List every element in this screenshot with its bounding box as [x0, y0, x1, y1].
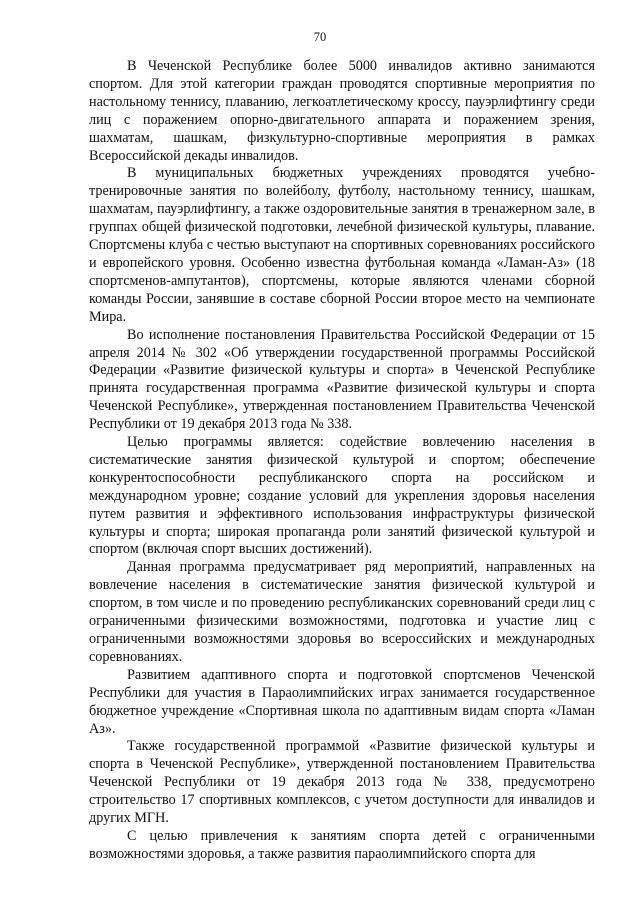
- paragraph: В Чеченской Республике более 5000 инвалидов активно занимаются спортом. Для этой категории граждан проводятся спортивные мероприятия по настольному теннису, плаванию, легкоатлетическому кроссу, пауэрлифтингу среди лиц с поражением опорно-двигательного аппарата и поражением зрения, шахматам, шашкам, физкультурно-спортивные мероприятия в рамках Всероссийской декады инвалидов.: [89, 58, 595, 164]
- paragraph: Развитием адаптивного спорта и подготовкой спортсменов Чеченской Республики для участия в Параолимпийских играх занимается государственное бюджетное учреждение «Спортивная школа по адаптивным видам спорта «Ламан Аз».: [89, 666, 595, 737]
- paragraph: Во исполнение постановления Правительства Российской Федерации от 15 апреля 2014 № 302 «Об утверждении государственной программы Российской Федерации «Развитие физической культуры и спорта» в Чеченской Республике принята государственная программа «Развитие физической культуры и спорта Чеченской Республике», утвержденная постановлением Правительства Чеченской Республики от 19 декабря 2013 года № 338.: [89, 326, 595, 433]
- page-number: 70: [313, 30, 327, 44]
- paragraph: Также государственной программой «Развитие физической культуры и спорта в Чеченской Республике», утвержденной постановлением Правительства Чеченской Республики от 19 декабря 2013 года № 338, предусмотрено строительство 17 спортивных комплексов, с учетом доступности для инвалидов и других МГН.: [89, 738, 595, 827]
- paragraph: С целью привлечения к занятиям спорта детей с ограниченными возможностями здоровья, а также развития параолимпийского спорта для: [89, 827, 595, 862]
- paragraph: Данная программа предусматривает ряд мероприятий, направленных на вовлечение населения в систематические занятия физической культурой и спортом, в том числе и по проведению республиканских соревнований среди лиц с ограниченными физическими возможностями, подготовка и участие лиц с ограниченными возможностями здоровья во всероссийских и международных соревнованиях.: [89, 559, 595, 665]
- document-body: [89, 58, 595, 864]
- paragraph: В муниципальных бюджетных учреждениях проводятся учебно-тренировочные занятия по волейболу, футболу, настольному теннису, шашкам, шахматам, пауэрлифтингу, а также оздоровительные занятия в тренажерном зале, в группах общей физической подготовки, лечебной физической культуры, плавание. Спортсмены клуба с честью выступают на спортивных соревнованиях российского и европейского уровня. Особенно известна футбольная команда «Ламан-Аз» (18 спортсменов-ампутантов), спортсмены, которые являются членами сборной команды России, занявшие в составе сборной России второе место на чемпионате Мира.: [89, 165, 595, 325]
- paragraph: Целью программы является: содействие вовлечению населения в систематические занятия физической культурой и спортом; обеспечение конкурентоспособности республиканского спорта на российском и международном уровне; создание условий для укрепления здоровья населения путем развития и эффективного использования инфраструктуры физической культуры и спорта; широкая пропаганда роли занятий физической культурой и спортом (включая спорт высших достижений).: [89, 434, 595, 558]
